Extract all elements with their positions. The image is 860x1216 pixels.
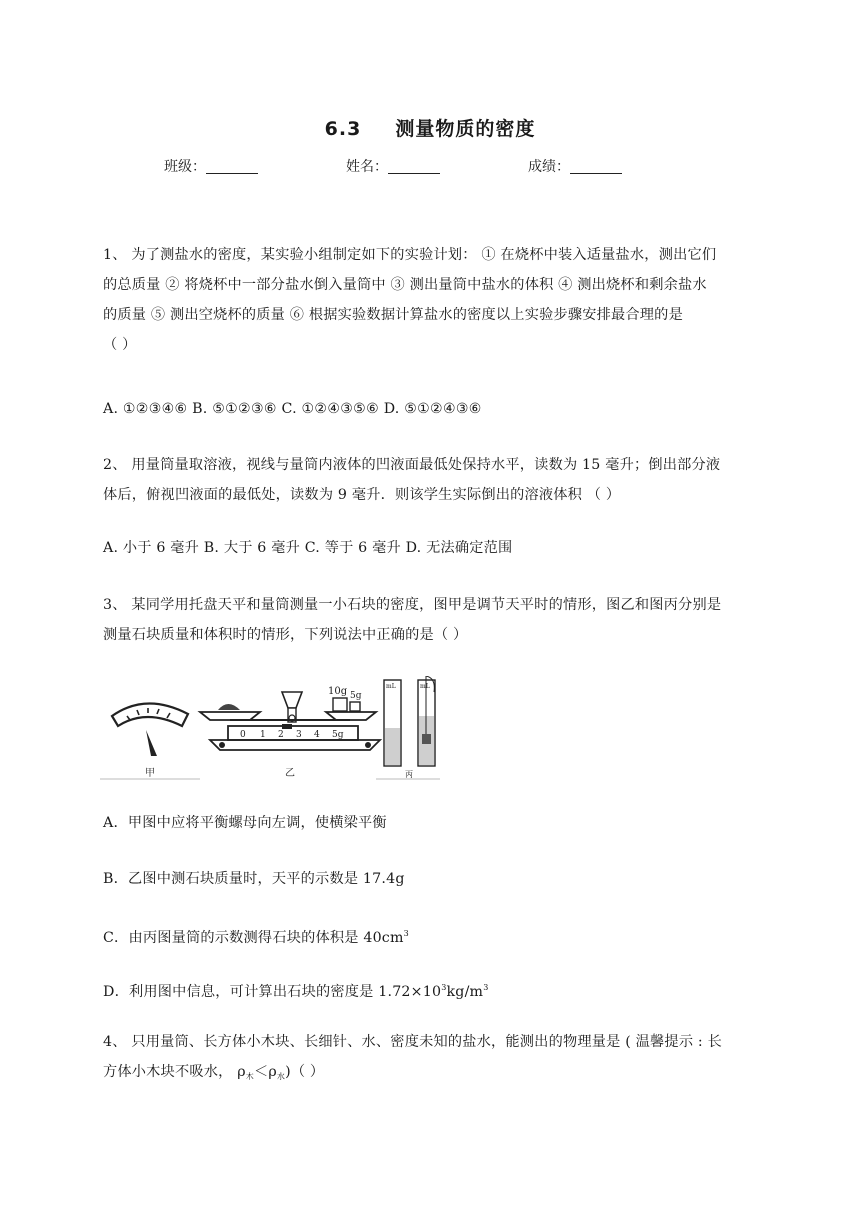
score-field[interactable] [528,156,622,176]
svg-text:mL: mL [420,683,430,690]
name-label: 姓名： [346,159,388,175]
question-4 [103,1027,763,1092]
q3-line: 测量石块质量和体积时的情形，下列说法中正确的是（ ） [103,627,468,643]
svg-text:3: 3 [296,730,302,740]
name-field[interactable] [346,156,440,176]
question-2 [103,450,763,510]
svg-text:2: 2 [278,730,284,740]
balance-figure [200,686,380,779]
class-label: 班级： [164,159,206,175]
pointer-icon [146,730,157,756]
svg-text:0: 0 [240,730,246,740]
fig-label-bing: 丙 [405,770,413,779]
measuring-cylinders-figure [376,676,440,779]
q1-line: 的质量 ⑤ 测出空烧杯的质量 ⑥ 根据实验数据计算盐水的密度以上实验步骤安排最合理的是 [103,307,683,323]
q1-line: 1、 为了测盐水的密度，某实验小组制定如下的实验计划： ① 在烧杯中装入适量盐水，测出它们 [103,247,717,263]
question-3 [103,590,763,650]
page-title [0,114,860,141]
q2-line: 2、 用量筒量取溶液，视线与量筒内液体的凹液面最低处保持水平，读数为 15 毫升；倒出部分液 [103,457,721,473]
q3-option-d: D．利用图中信息，可计算出石块的密度是 $1.72\times 10^3kg/m^3$ [103,983,489,1000]
weight-10g-icon [333,698,347,711]
title-number: 6.3 [324,118,362,140]
q1-line: （ ） [103,337,137,353]
q3-option-c: C．由丙图量筒的示数测得石块的体积是 $40cm^3$ [103,929,409,946]
q3-option-b: B．乙图中测石块质量时，天平的示数是 17.4g [103,871,405,887]
name-blank[interactable] [388,159,440,174]
class-field[interactable] [164,156,258,176]
score-label: 成绩： [528,159,570,175]
score-blank[interactable] [570,159,622,174]
q3-option-a: A．甲图中应将平衡螺母向左调，使横梁平衡 [103,815,387,831]
weight-5g-icon [350,702,360,711]
q2-line: 体后，俯视凹液面的最低处，读数为 9 毫升．则该学生实际倒出的溶液体积 （ ） [103,487,621,503]
stone-in-cylinder-icon [422,734,431,744]
class-blank[interactable] [206,159,258,174]
svg-text:mL: mL [386,683,396,690]
q3-line: 3、 某同学用托盘天平和量筒测量一小石块的密度，图甲是调节天平时的情形，图乙和图丙分别是 [103,597,722,613]
title-text: 测量物质的密度 [395,118,536,140]
q4-line: 4、 只用量筒、长方体小木块、长细针、水、密度未知的盐水，能测出的物理量是 ( 温馨提示 : 长 [103,1034,722,1050]
q4-line: 方体小木块不吸水， $\rho_木<\rho_水$)（ ） [103,1064,325,1081]
svg-text:5g: 5g [332,730,344,740]
weight-10g-label: 10g [328,686,348,697]
svg-text:4: 4 [314,730,320,740]
q3-figure [100,676,445,786]
balance-dial-figure [100,703,200,779]
q2-options: A. 小于 6 毫升 B. 大于 6 毫升 C. 等于 6 毫升 D. 无法确定范围 [103,540,513,556]
weight-5g-label: 5g [350,691,362,701]
q1-options: A. ①②③④⑥ B. ⑤①②③⑥ C. ①②④③⑤⑥ D. ⑤①②④③⑥ [103,401,482,417]
stone-icon [218,704,240,710]
svg-text:1: 1 [260,730,266,740]
fig-label-yi: 乙 [285,768,295,779]
q1-line: 的总质量 ② 将烧杯中一部分盐水倒入量筒中 ③ 测出量筒中盐水的体积 ④ 测出烧杯和剩余盐水 [103,277,707,293]
question-1 [103,240,763,360]
fig-label-jia: 甲 [145,768,155,779]
